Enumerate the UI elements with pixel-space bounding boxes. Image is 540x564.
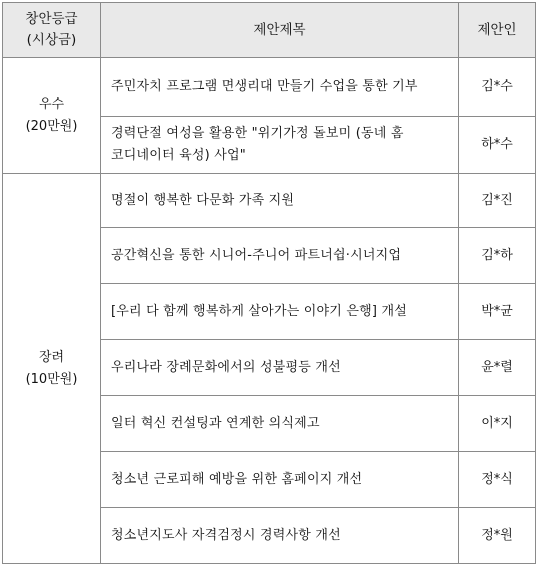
header-proposer: 제안인 — [459, 3, 536, 58]
proposal-title — [101, 117, 459, 174]
proposer-name: 윤*렬 — [459, 340, 536, 396]
proposal-title: 주민자치 프로그램 면생리대 만들기 수업을 통한 기부 — [101, 58, 459, 117]
proposal-title-line2: 코디네이터 육성) 사업" — [111, 148, 246, 163]
proposal-title: 공간혁신을 통한 시니어-주니어 파트너쉽·시너지업 — [101, 228, 459, 284]
proposer-name: 정*원 — [459, 508, 536, 564]
proposer-name: 박*균 — [459, 284, 536, 340]
proposer-name: 정*식 — [459, 452, 536, 508]
prize-label: (20만원) — [25, 118, 78, 134]
table-row — [3, 58, 536, 117]
proposer-name: 김*진 — [459, 174, 536, 228]
proposer-name: 김*수 — [459, 58, 536, 117]
header-grade-label: 창안등급 — [25, 11, 78, 27]
proposer-name: 김*하 — [459, 228, 536, 284]
proposal-title: [우리 다 함께 행복하게 살아가는 이야기 은행] 개설 — [101, 284, 459, 340]
proposal-title: 우리나라 장례문화에서의 성불평등 개선 — [101, 340, 459, 396]
prize-label: (10만원) — [25, 371, 78, 387]
proposal-title: 청소년지도사 자격검정시 경력사항 개선 — [101, 508, 459, 564]
header-title: 제안제목 — [101, 3, 459, 58]
proposal-title-line1: 경력단절 여성을 활용한 "위기가정 돌보미 (동네 홈 — [111, 126, 404, 141]
proposal-title: 명절이 행복한 다문화 가족 지원 — [101, 174, 459, 228]
table-row — [3, 174, 536, 228]
proposal-title: 일터 혁신 컨설팅과 연계한 의식제고 — [101, 396, 459, 452]
header-grade — [3, 3, 101, 58]
header-row — [3, 3, 536, 58]
grade-cell-encouragement — [3, 174, 101, 564]
grade-label: 장려 — [38, 349, 65, 365]
grade-cell-excellent — [3, 58, 101, 174]
proposal-title: 청소년 근로피해 예방을 위한 홈페이지 개선 — [101, 452, 459, 508]
award-table — [2, 2, 536, 564]
proposer-name: 이*지 — [459, 396, 536, 452]
grade-label: 우수 — [38, 96, 65, 112]
proposer-name: 하*수 — [459, 117, 536, 174]
header-prize-label: (시상금) — [26, 32, 77, 48]
